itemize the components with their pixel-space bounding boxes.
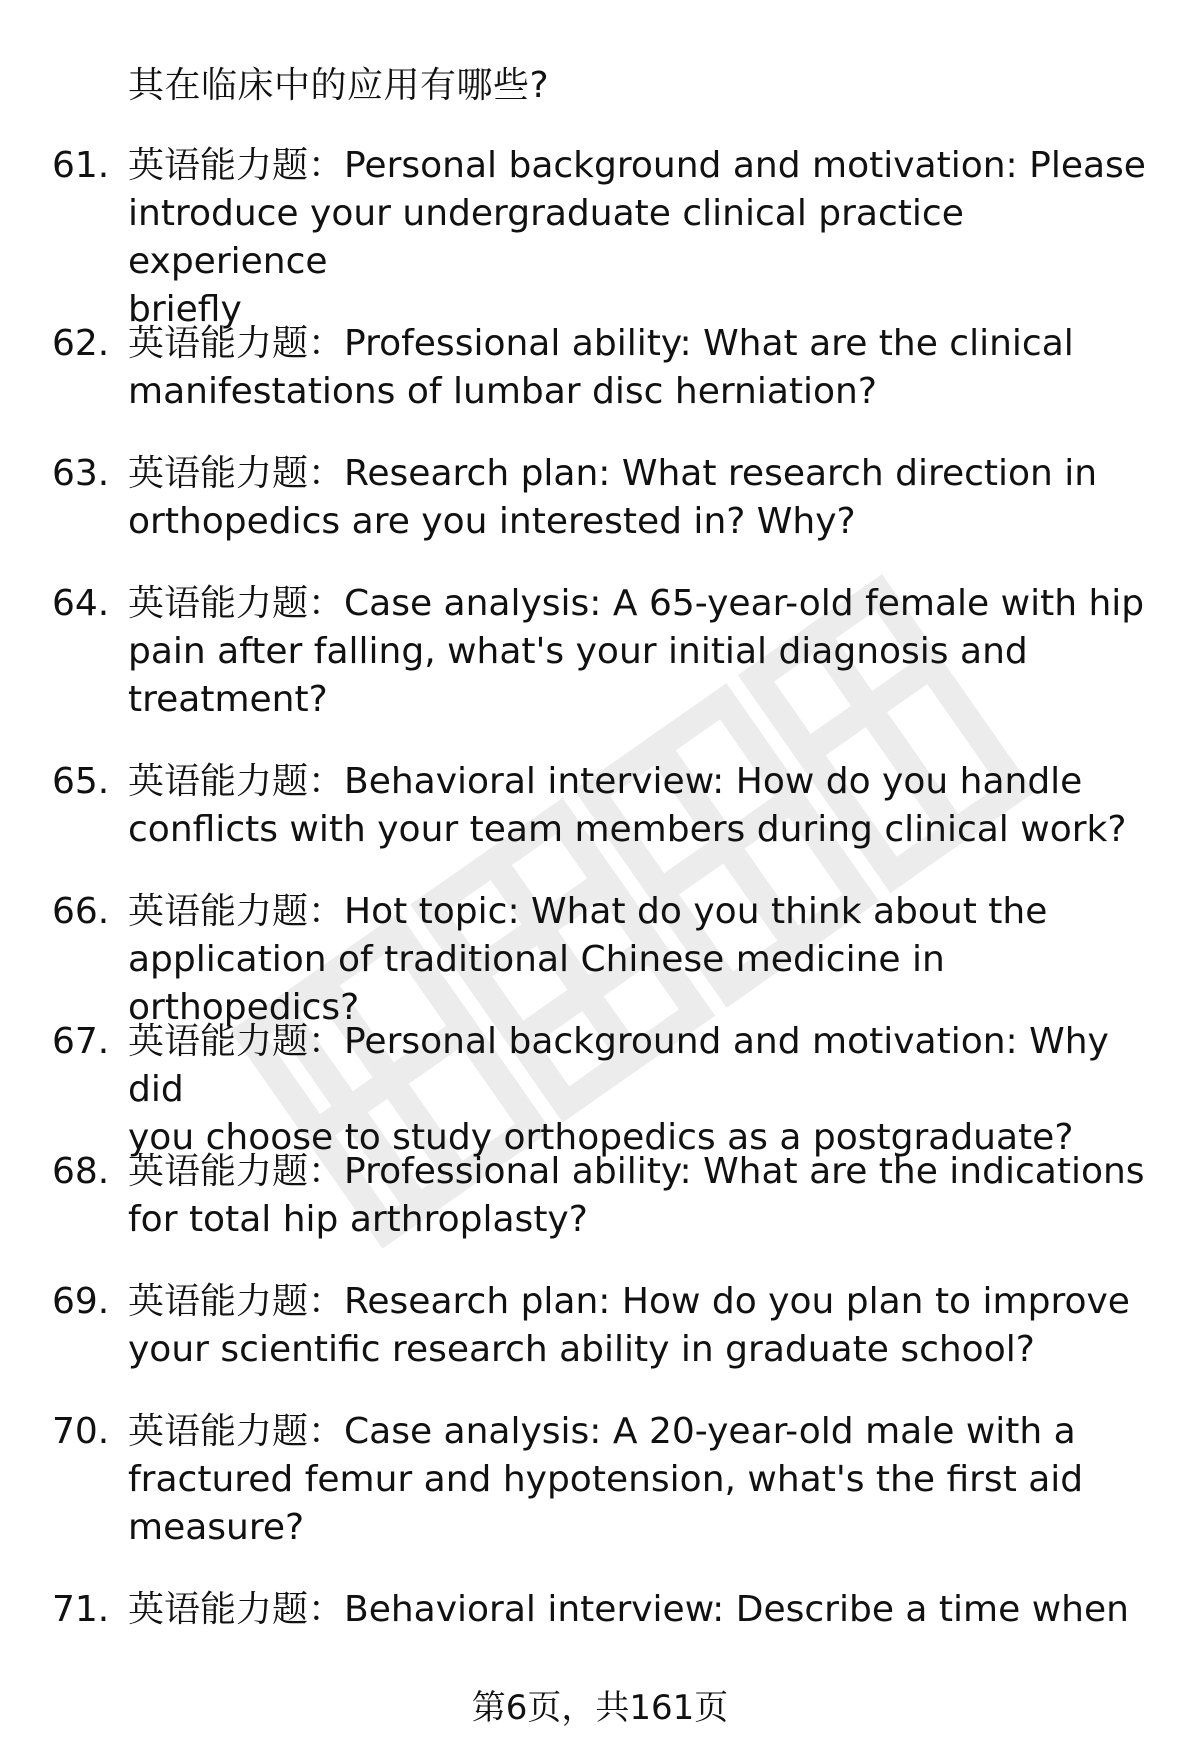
question-text (128, 320, 1162, 416)
question-text-line: treatment? (128, 679, 328, 720)
question-number: 65. (52, 761, 110, 802)
page-footer: 第6页，共161页 (471, 1688, 729, 1728)
question-text-line: 英语能力题：Professional ability: What are the indications (128, 1151, 1145, 1192)
question-text-line: fractured femur and hypotension, what's the first aid (128, 1459, 1084, 1500)
question-item (52, 758, 1162, 854)
question-text-line: 英语能力题：Case analysis: A 65-year-old female with hip (128, 583, 1145, 624)
question-number: 70. (52, 1411, 110, 1452)
question-text (128, 1148, 1162, 1244)
question-text (128, 450, 1162, 546)
question-number: 62. (52, 323, 110, 364)
question-item (52, 1408, 1162, 1552)
question-number: 63. (52, 453, 110, 494)
question-text-line: orthopedics are you interested in? Why? (128, 501, 856, 542)
question-item (52, 1586, 1162, 1634)
question-number: 69. (52, 1281, 110, 1322)
question-text-line: you choose to study orthopedics as a postgraduate? (128, 1117, 1074, 1158)
question-item (52, 1278, 1162, 1374)
question-text-line: 英语能力题：Hot topic: What do you think about the (128, 891, 1048, 932)
question-text (128, 142, 1162, 334)
question-text-line: 英语能力题：Behavioral interview: Describe a time when (128, 1589, 1129, 1630)
question-text-line: 英语能力题：Personal background and motivation: Please (128, 145, 1146, 186)
question-number: 67. (52, 1021, 110, 1062)
question-text (128, 1278, 1162, 1374)
question-text-line: 英语能力题：Research plan: How do you plan to improve (128, 1281, 1130, 1322)
question-text-line: manifestations of lumbar disc herniation? (128, 371, 877, 412)
question-item (52, 1148, 1162, 1244)
question-number: 68. (52, 1151, 110, 1192)
question-text-line: 英语能力题：Personal background and motivation: Why did (128, 1021, 1121, 1110)
question-item (52, 580, 1162, 724)
question-number: 64. (52, 583, 110, 624)
question-text-line: 英语能力题：Behavioral interview: How do you handle (128, 761, 1083, 802)
question-text-line: briefly (128, 289, 242, 330)
question-text (128, 758, 1162, 854)
question-text (128, 1408, 1162, 1552)
question-item (52, 450, 1162, 546)
question-text (128, 1586, 1162, 1634)
question-text-line: 英语能力题：Case analysis: A 20-year-old male with a (128, 1411, 1076, 1452)
question-item (52, 320, 1162, 416)
question-number: 71. (52, 1589, 110, 1630)
question-item (52, 1018, 1162, 1162)
question-item (52, 142, 1162, 334)
question-text-line: 英语能力题：Research plan: What research direction in (128, 453, 1098, 494)
question-text (128, 1018, 1162, 1162)
question-text (128, 580, 1162, 724)
question-text-line: introduce your undergraduate clinical practice experience (128, 193, 976, 282)
previous-question-continuation: 其在临床中的应用有哪些? (128, 65, 550, 106)
question-text-line: measure? (128, 1507, 305, 1548)
question-text-line: for total hip arthroplasty? (128, 1199, 588, 1240)
question-text-line: conflicts with your team members during clinical work? (128, 809, 1127, 850)
question-number: 61. (52, 145, 110, 186)
question-number: 66. (52, 891, 110, 932)
question-text-line: pain after falling, what's your initial diagnosis and (128, 631, 1028, 672)
question-text (128, 888, 1162, 1032)
question-text-line: application of traditional Chinese medicine in orthopedics? (128, 939, 957, 1028)
question-text-line: your scientific research ability in graduate school? (128, 1329, 1035, 1370)
question-text-line: 英语能力题：Professional ability: What are the clinical (128, 323, 1074, 364)
question-item (52, 888, 1162, 1032)
